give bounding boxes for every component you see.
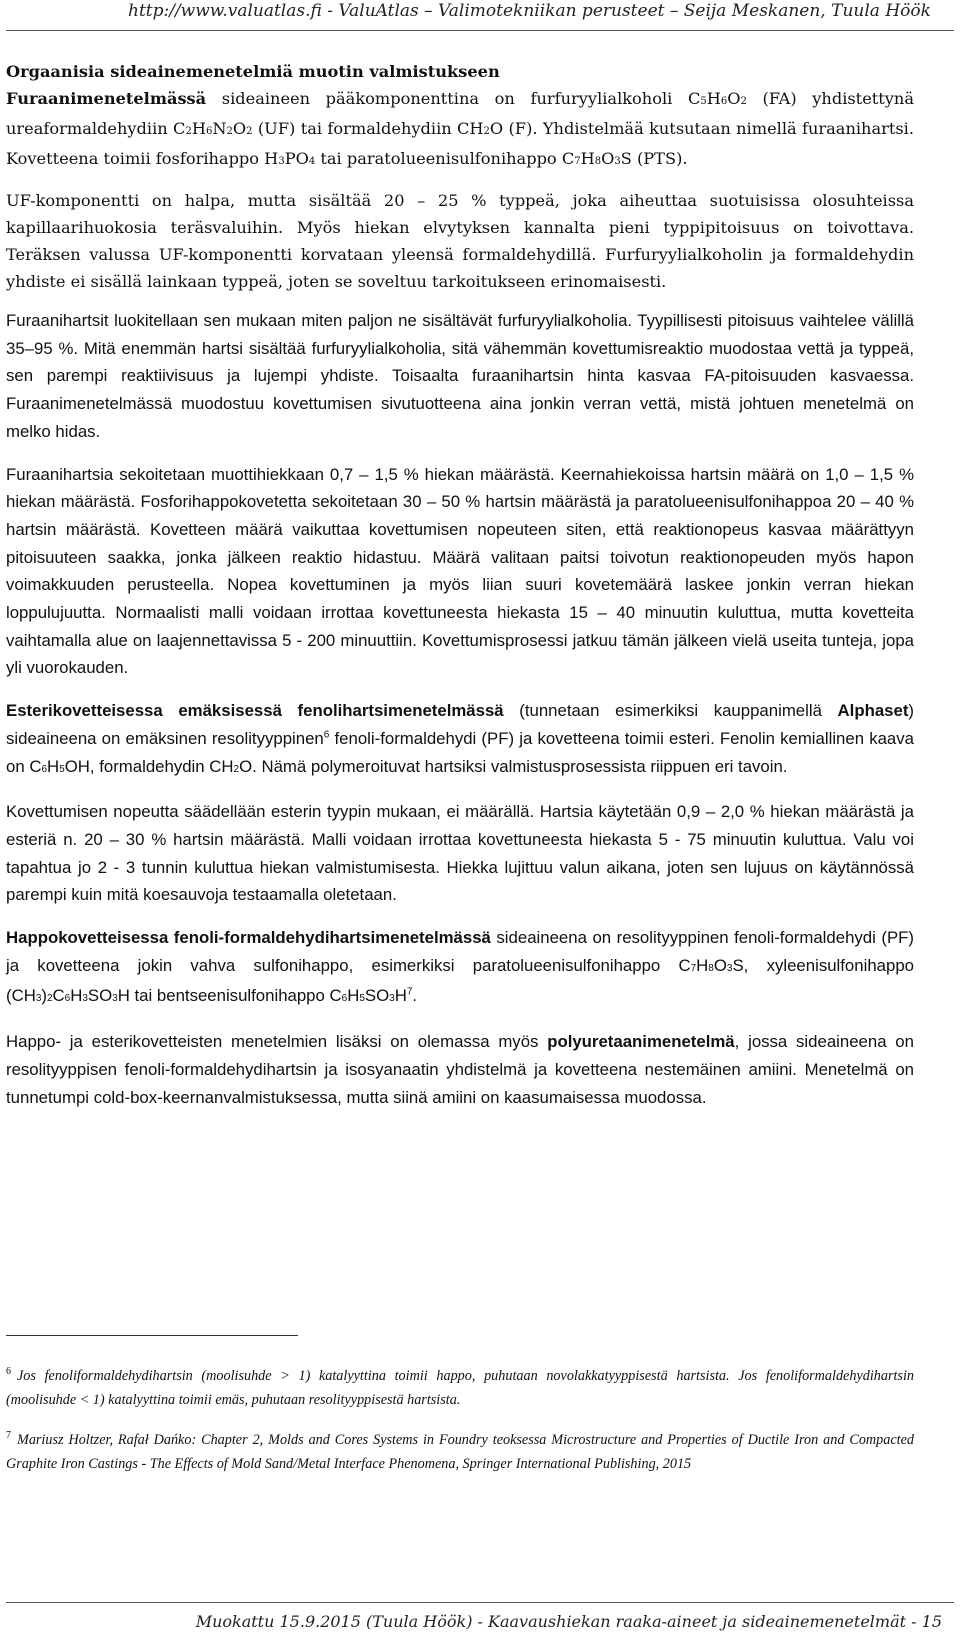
section-heading: Orgaanisia sideainemenetelmiä muotin valmistukseen <box>6 62 500 81</box>
paragraph-curing-speed: Kovettumisen nopeutta säädellään esterin tyypin mukaan, ei määrällä. Hartsia käytetään 0,9 – 2,0 % hiekan määrästä ja esteriä n. 20 – 30 % hartsin määrästä. Malli voidaan irrottaa kovettuneesta hiekasta 5 - 75 minuutin kuluttua. Valu voi tapahtua jo 2 - 3 tunnin kuluttua hiekan valmistumisesta. Hiekka lujittuu valun aikana, joten sen lujuus on käytännössä parempi kuin mitä koesauvoja testaamalla oletetaan. <box>6 802 914 905</box>
page-footer: Muokattu 15.9.2015 (Tuula Höök) - Kaavaushiekan raaka-aineet ja sideainemenetelmät - 15 <box>195 1612 942 1631</box>
footnote-divider <box>6 1335 298 1336</box>
section-body <box>6 307 914 1111</box>
paragraph-acid-phenolic: Happokovetteisessa fenoli-formaldehydihartsimenetelmässä sideaineena on resolityyppinen fenoli-formaldehydi (PF) ja kovetteena jokin vahva sulfonihappo, esimerkiksi paratolueenisulfonihappo C7H8O3S, xyleenisulfonihappo (CH3)2C6H3SO3H tai bentseenisulfonihappo $C6H5SO3H^7$. <box>6 928 915 1006</box>
footer-divider <box>6 1602 954 1603</box>
paragraph-ester-phenolic: Esterikovetteisessa emäksisessä fenolihartsimenetelmässä (tunnetaan esimerkiksi kauppanimellä Alphaset) sideaineena on emäksinen resolityyppinen$^6$ fenoli-formaldehydi (PF) ja kovetteena toimii esteri. Fenolin kemiallinen kaava on C6H5OH, formaldehydin CH2O. Nämä polymeroituvat hartsiksi valmistusprosessista riippuen eri tavoin. <box>6 701 914 776</box>
footnote-ref-6[interactable]: 6 <box>323 729 330 741</box>
paragraph-furan-intro: Furaanimenetelmässä sideaineen pääkomponenttina on furfuryylialkoholi C5H6O2 (FA) yhdistettynä ureaformaldehydiin C2H6N2O2 (UF) tai formaldehydiin CH2O (F). Yhdistelmää kutsutaan nimellä furaanihartsi. Kovetteena toimii fosforihappo H3PO4 tai paratolueenisulfonihappo C7H8O3S (PTS). <box>6 89 915 168</box>
paragraph-furan-classes: Furaanihartsit luokitellaan sen mukaan miten paljon ne sisältävät furfuryylialkoholia. Tyypillisesti pitoisuus vaihtelee välillä 35–95 %. Mitä enemmän hartsi sisältää furfuryylialkoholia, sitä vähemmän kovettumisreaktio muodostaa vettä ja typpeä, sen parempi reaktiivisuus ja lujempi yhdiste. Toisaalta furaanihartsin hinta kasvaa FA-pitoisuuden kasvaessa. Furaanimenetelmässä muodostuu kovettumisen sivutuotteena aina jonkin verran vettä, mistä johtuen menetelmä on melko hidas. <box>6 311 914 441</box>
main-content <box>6 58 914 1111</box>
footnote-ref-7[interactable]: 7 <box>406 986 413 998</box>
paragraph-polyurethane: Happo- ja esterikovetteisten menetelmien lisäksi on olemassa myös polyuretaanimenetelmä, jossa sideaineena on resolityyppisen fenoli-formaldehydihartsin ja isosyanaatin yhdistelmä ja kovetteena nestemäinen amiini. Menetelmä on tunnetumpi cold-box-keernanvalmistuksessa, mutta siinä amiini on kaasumaisessa muodossa. <box>6 1032 914 1107</box>
footnote-7: $^7$ Mariusz Holtzer, Rafał Dańko: Chapter 2, Molds and Cores Systems in Foundry teoksessa Microstructure and Properties of Ductile Iron and Compacted Graphite Iron Castings - The Effects of Mold Sand/Metal Interface Phenomena, Springer International Publishing, 2015 <box>6 1430 914 1472</box>
page-header: http://www.valuatlas.fi - ValuAtlas – Valimotekniikan perusteet – Seija Meskanen, Tuula Höök <box>128 1 931 21</box>
paragraph-furan-mixing: Furaanihartsia sekoitetaan muottihiekkaan 0,7 – 1,5 % hiekan määrästä. Keernahiekoissa hartsin määrä on 1,0 – 1,5 % hiekan määrästä. Fosforihappokovetetta sekoitetaan 30 – 50 % hartsin määrästä ja paratolueenisulfonihappoa 20 – 40 % hartsin määrästä. Kovetteen määrä vaikuttaa kovettumisen nopeuteen siten, että reaktionopeus kasvaa määrättyyn pitoisuuteen saakka, jonka jälkeen reaktio hidastuu. Määrä valitaan paitsi toivotun reaktionopeuden myös hapon voimakkuuden perusteella. Nopea kovettuminen ja myös liian suuri kovetemäärä laskee jonkin verran hiekan loppulujuutta. Normaalisti malli voidaan irrottaa kovettuneesta hiekasta 15 – 40 minuutin kuluttua, mutta kovetteita vaihtamalla alue on laajennettavissa 5 - 200 minuuttiin. Kovettumisprosessi jatkuu tämän jälkeen vielä useita tunteja, jopa yli vuorokauden. <box>6 464 914 678</box>
header-divider <box>6 30 954 31</box>
bold-term: Furaanimenetelmässä <box>6 89 207 108</box>
footnotes <box>6 1335 914 1476</box>
footnote-6: $^6$ Jos fenoliformaldehydihartsin (moolisuhde > 1) katalyyttina toimii happo, puhutaan novolakkatyyppisestä hartsista. Jos fenoliformaldehydihartsin (moolisuhde < 1) katalyyttina toimii emäs, puhutaan resolityyppisestä hartsista. <box>6 1366 914 1408</box>
section-furan <box>6 58 914 295</box>
paragraph-uf: UF-komponentti on halpa, mutta sisältää 20 – 25 % typpeä, joka aiheuttaa suotuisissa olosuhteissa kapillaarihuokosia teräsvaluihin. Myös hiekan elvytyksen kannalta pieni typpipitoisuus on toivottava. Teräksen valussa UF-komponentti korvataan yleensä formaldehydillä. Furfuryylialkoholin ja formaldehydin yhdiste ei sisällä lainkaan typpeä, joten se soveltuu tarkoitukseen erinomaisesti. <box>6 191 914 291</box>
